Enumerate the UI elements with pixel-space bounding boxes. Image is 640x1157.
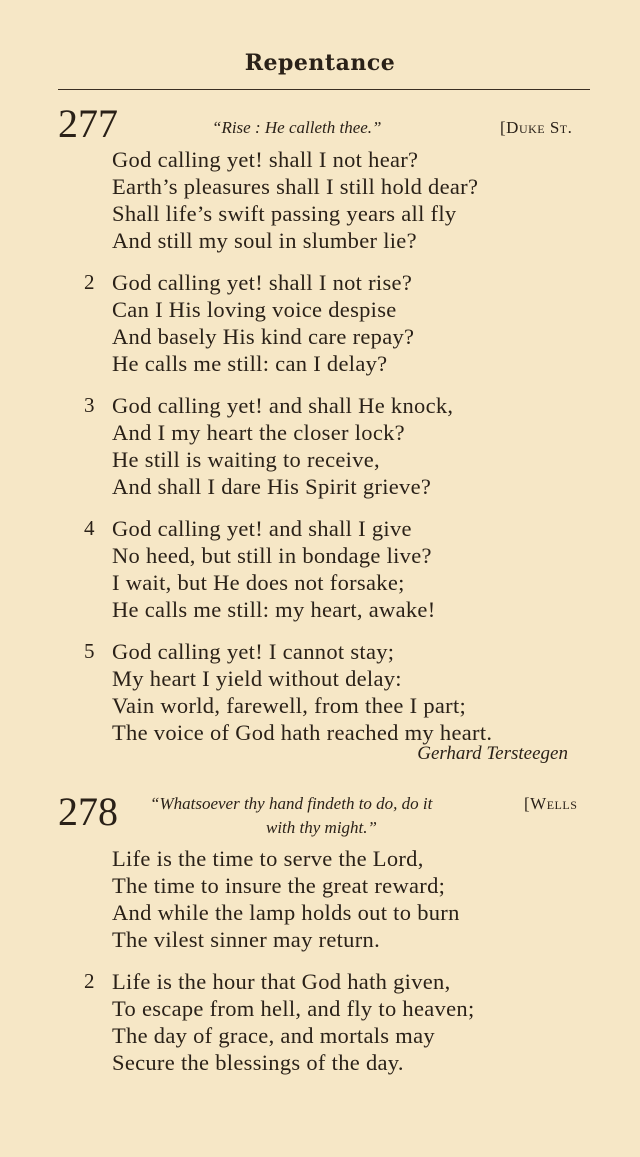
stanza <box>84 515 436 623</box>
verse-line: Earth’s pleasures shall I still hold dear? <box>112 174 479 199</box>
stanza <box>84 269 415 377</box>
stanza <box>84 638 493 746</box>
verse-line: God calling yet! I cannot stay; <box>112 639 395 664</box>
running-head: Repentance <box>244 50 396 76</box>
hymn-epigraph: with thy might.” <box>266 818 377 837</box>
verse-line: The day of grace, and mortals may <box>112 1023 435 1048</box>
verse-line: My heart I yield without delay: <box>112 666 402 691</box>
verse-line: I wait, but He does not forsake; <box>112 570 405 595</box>
verse-line: God calling yet! and shall I give <box>112 516 412 541</box>
verse-line: No heed, but still in bondage live? <box>112 543 432 568</box>
verse-number: 4 <box>84 516 95 540</box>
verse-line: God calling yet! and shall He knock, <box>112 393 454 418</box>
hymn-epigraph: “Rise : He calleth thee.” <box>212 118 382 137</box>
tune-name: [Wells <box>524 794 578 813</box>
verse-number: 2 <box>84 969 95 993</box>
verse-line: And still my soul in slumber lie? <box>112 228 417 253</box>
verse-line: And while the lamp holds out to burn <box>112 900 460 925</box>
verse-line: The time to insure the great reward; <box>112 873 446 898</box>
verse-line: And shall I dare His Spirit grieve? <box>112 474 432 499</box>
verse-line: The vilest sinner may return. <box>112 927 380 952</box>
verse-line: The voice of God hath reached my heart. <box>112 720 493 745</box>
verse-number: 5 <box>84 639 95 663</box>
verse-line: Can I His loving voice despise <box>112 297 397 322</box>
verse-line: Shall life’s swift passing years all fly <box>112 201 457 226</box>
stanza <box>84 968 475 1076</box>
verse-number: 3 <box>84 393 95 417</box>
verse-line: He calls me still: my heart, awake! <box>112 597 436 622</box>
verse-line: God calling yet! shall I not hear? <box>112 147 419 172</box>
verse-line: To escape from hell, and fly to heaven; <box>112 996 475 1021</box>
tune-name: [Duke St. <box>500 118 573 137</box>
verse-line: He calls me still: can I delay? <box>112 351 388 376</box>
verse-line: And I my heart the closer lock? <box>112 420 405 445</box>
header-rule <box>58 89 590 90</box>
stanza <box>112 845 460 953</box>
stanza <box>112 146 478 254</box>
verse-line: Vain world, farewell, from thee I part; <box>112 693 467 718</box>
verse-line: And basely His kind care repay? <box>112 324 415 349</box>
verse-line: Life is the time to serve the Lord, <box>112 846 424 871</box>
attribution: Gerhard Tersteegen <box>417 743 568 764</box>
verse-line: He still is waiting to receive, <box>112 447 380 472</box>
hymn-number: 278 <box>58 789 118 834</box>
verse-line: Life is the hour that God hath given, <box>112 969 451 994</box>
hymn-epigraph: “Whatsoever thy hand findeth to do, do it <box>150 794 433 813</box>
verse-number: 2 <box>84 270 95 294</box>
stanza <box>84 392 454 500</box>
hymn-number: 277 <box>58 101 118 146</box>
verse-line: God calling yet! shall I not rise? <box>112 270 413 295</box>
verse-line: Secure the blessings of the day. <box>112 1050 404 1075</box>
